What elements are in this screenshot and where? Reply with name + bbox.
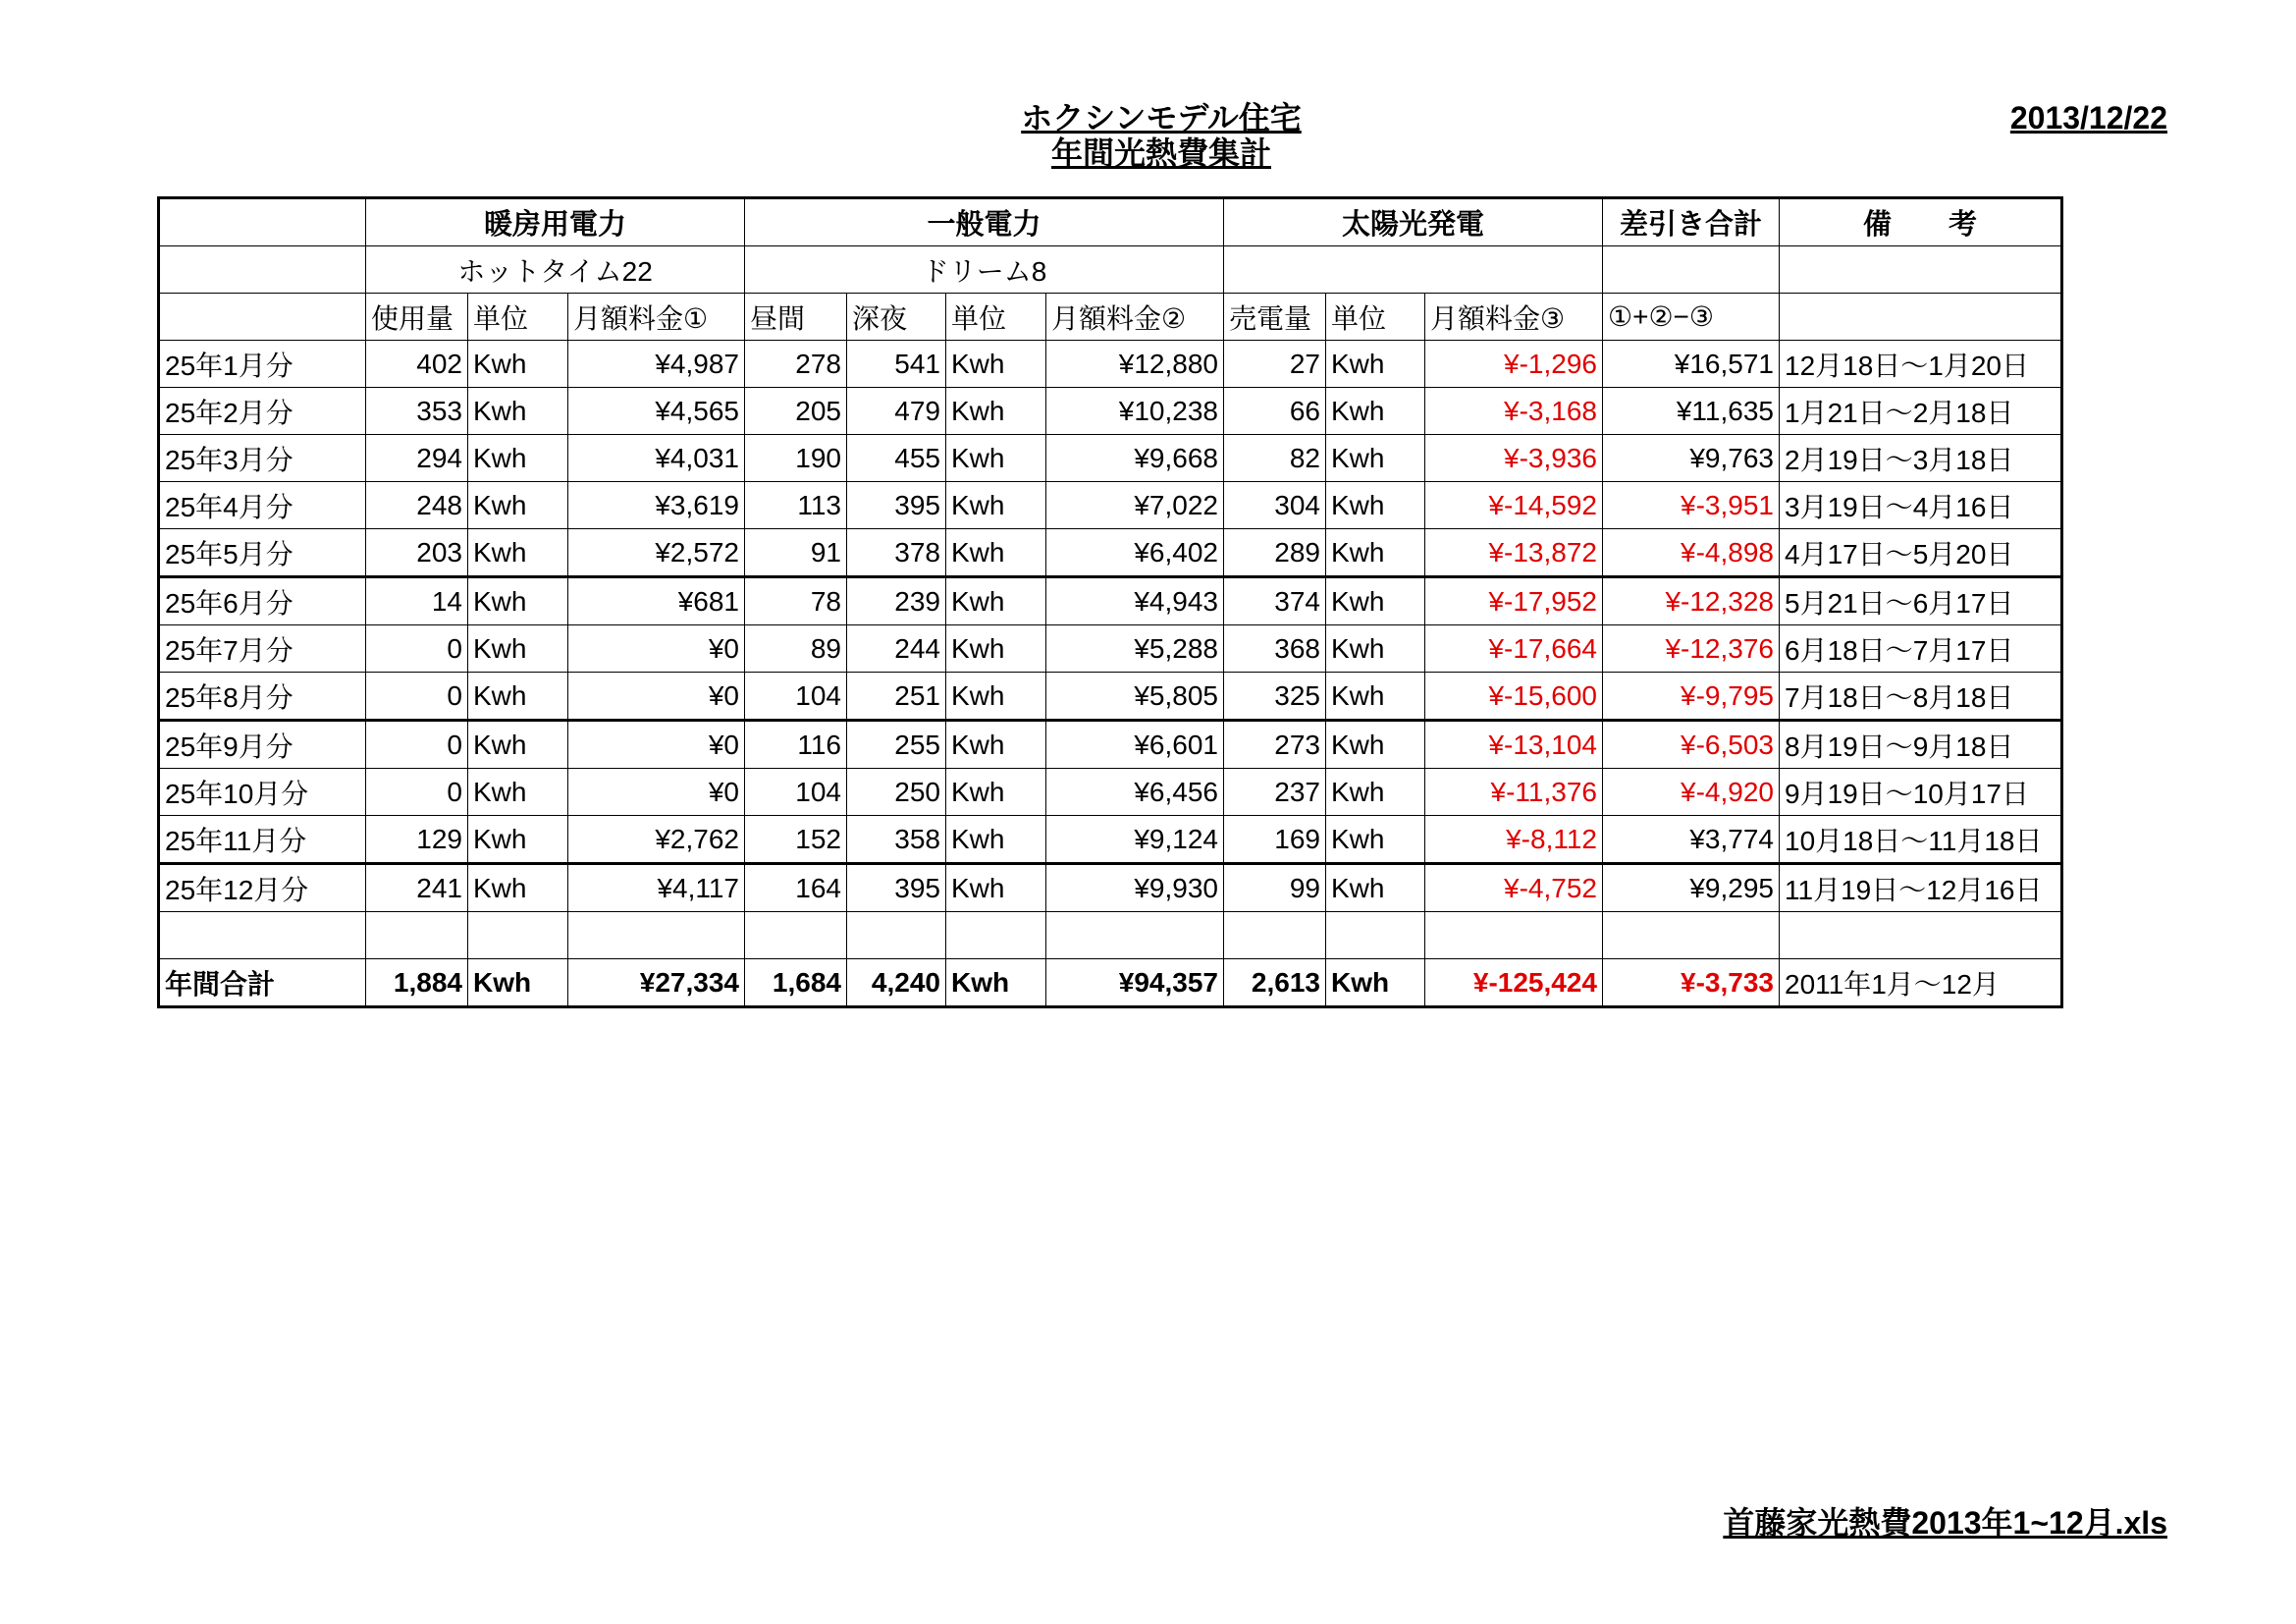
sold-power: 82: [1224, 435, 1326, 482]
night-usage: 455: [847, 435, 946, 482]
sold-power: 27: [1224, 341, 1326, 388]
night-usage: 4,240: [847, 959, 946, 1007]
sold-power: 237: [1224, 769, 1326, 816]
month-label: 25年6月分: [159, 577, 366, 625]
billing-period: 9月19日～10月17日: [1780, 769, 2062, 816]
month-label: 年間合計: [159, 959, 366, 1007]
daytime-usage: 104: [745, 673, 847, 721]
blank-cell: [1780, 246, 2062, 294]
column-header: 売電量: [1224, 294, 1326, 341]
heating-fee: ¥0: [568, 625, 745, 673]
blank-cell: [1780, 912, 2062, 959]
heating-usage: 0: [366, 625, 468, 673]
solar-fee: ¥-8,112: [1425, 816, 1603, 864]
heating-fee: ¥4,565: [568, 388, 745, 435]
blank-cell: [468, 912, 568, 959]
heating-fee: ¥2,572: [568, 529, 745, 577]
blank-cell: [1425, 912, 1603, 959]
solar-power-header: 太陽光発電: [1224, 198, 1603, 246]
column-header: 使用量: [366, 294, 468, 341]
net-total: ¥-3,951: [1603, 482, 1780, 529]
unit: Kwh: [946, 769, 1046, 816]
heating-usage: 0: [366, 673, 468, 721]
column-header: 単位: [946, 294, 1046, 341]
unit: Kwh: [1326, 721, 1425, 769]
net-total: ¥-6,503: [1603, 721, 1780, 769]
solar-fee: ¥-3,168: [1425, 388, 1603, 435]
unit: Kwh: [946, 529, 1046, 577]
billing-period: 5月21日～6月17日: [1780, 577, 2062, 625]
night-usage: 239: [847, 577, 946, 625]
heating-fee: ¥681: [568, 577, 745, 625]
report-title: ホクシンモデル住宅: [1021, 100, 1302, 135]
daytime-usage: 78: [745, 577, 847, 625]
net-total: ¥3,774: [1603, 816, 1780, 864]
unit: Kwh: [946, 577, 1046, 625]
net-total-header: 差引き合計: [1603, 198, 1780, 246]
unit: Kwh: [468, 673, 568, 721]
unit: Kwh: [468, 769, 568, 816]
solar-fee: ¥-3,936: [1425, 435, 1603, 482]
sold-power: 368: [1224, 625, 1326, 673]
night-usage: 378: [847, 529, 946, 577]
night-usage: 479: [847, 388, 946, 435]
blank-cell: [847, 912, 946, 959]
table-row: [159, 721, 2062, 769]
unit: Kwh: [1326, 816, 1425, 864]
table-row: [159, 529, 2062, 577]
table-row: [159, 435, 2062, 482]
month-label: 25年8月分: [159, 673, 366, 721]
unit: Kwh: [468, 959, 568, 1007]
sold-power: 325: [1224, 673, 1326, 721]
month-label: 25年3月分: [159, 435, 366, 482]
daytime-usage: 89: [745, 625, 847, 673]
general-fee: ¥10,238: [1046, 388, 1224, 435]
solar-fee: ¥-1,296: [1425, 341, 1603, 388]
heating-fee: ¥4,031: [568, 435, 745, 482]
heating-usage: 248: [366, 482, 468, 529]
unit: Kwh: [1326, 959, 1425, 1007]
table-row: [159, 625, 2062, 673]
night-usage: 395: [847, 864, 946, 912]
general-fee: ¥9,930: [1046, 864, 1224, 912]
table-row: [159, 864, 2062, 912]
unit: Kwh: [1326, 577, 1425, 625]
solar-fee: ¥-15,600: [1425, 673, 1603, 721]
heating-usage: 0: [366, 769, 468, 816]
net-total: ¥-12,376: [1603, 625, 1780, 673]
heating-usage: 1,884: [366, 959, 468, 1007]
daytime-usage: 164: [745, 864, 847, 912]
unit: Kwh: [1326, 529, 1425, 577]
table-row: [159, 816, 2062, 864]
general-plan-name: ドリーム8: [745, 246, 1224, 294]
total-row: [159, 959, 2062, 1007]
unit: Kwh: [946, 959, 1046, 1007]
daytime-usage: 190: [745, 435, 847, 482]
net-total: ¥-4,920: [1603, 769, 1780, 816]
month-label: 25年2月分: [159, 388, 366, 435]
general-power-header: 一般電力: [745, 198, 1224, 246]
month-label: 25年9月分: [159, 721, 366, 769]
table-row: [159, 673, 2062, 721]
unit: Kwh: [946, 482, 1046, 529]
report-date: 2013/12/22: [2009, 100, 2167, 135]
daytime-usage: 1,684: [745, 959, 847, 1007]
column-header: 深夜: [847, 294, 946, 341]
general-fee: ¥5,288: [1046, 625, 1224, 673]
unit: Kwh: [468, 816, 568, 864]
footer-filename: 首藤家光熱費2013年1~12月.xls: [1723, 1505, 2167, 1541]
header-plan-row: [159, 246, 2062, 294]
general-fee: ¥7,022: [1046, 482, 1224, 529]
solar-fee: ¥-13,104: [1425, 721, 1603, 769]
night-usage: 358: [847, 816, 946, 864]
blank-cell: [1326, 912, 1425, 959]
billing-period: 3月19日～4月16日: [1780, 482, 2062, 529]
heating-fee: ¥27,334: [568, 959, 745, 1007]
column-header: 単位: [1326, 294, 1425, 341]
billing-period: 8月19日～9月18日: [1780, 721, 2062, 769]
unit: Kwh: [946, 673, 1046, 721]
sold-power: 2,613: [1224, 959, 1326, 1007]
blank-cell: [1780, 294, 2062, 341]
empty-row: [159, 912, 2062, 959]
unit: Kwh: [946, 625, 1046, 673]
heating-fee: ¥4,117: [568, 864, 745, 912]
net-total: ¥-4,898: [1603, 529, 1780, 577]
general-fee: ¥6,456: [1046, 769, 1224, 816]
net-total: ¥11,635: [1603, 388, 1780, 435]
night-usage: 244: [847, 625, 946, 673]
night-usage: 395: [847, 482, 946, 529]
net-total: ¥-12,328: [1603, 577, 1780, 625]
month-label: 25年11月分: [159, 816, 366, 864]
sold-power: 66: [1224, 388, 1326, 435]
general-fee: ¥12,880: [1046, 341, 1224, 388]
blank-cell: [1224, 246, 1603, 294]
blank-cell: [1224, 912, 1326, 959]
net-total: ¥9,763: [1603, 435, 1780, 482]
daytime-usage: 116: [745, 721, 847, 769]
unit: Kwh: [946, 435, 1046, 482]
general-fee: ¥9,124: [1046, 816, 1224, 864]
month-label: 25年5月分: [159, 529, 366, 577]
month-label: 25年7月分: [159, 625, 366, 673]
billing-period: 4月17日～5月20日: [1780, 529, 2062, 577]
blank-cell: [745, 912, 847, 959]
unit: Kwh: [1326, 388, 1425, 435]
daytime-usage: 278: [745, 341, 847, 388]
general-fee: ¥94,357: [1046, 959, 1224, 1007]
sold-power: 99: [1224, 864, 1326, 912]
unit: Kwh: [468, 482, 568, 529]
blank-cell: [159, 246, 366, 294]
column-header: ①+②−③: [1603, 294, 1780, 341]
billing-period: 10月18日～11月18日: [1780, 816, 2062, 864]
general-fee: ¥6,601: [1046, 721, 1224, 769]
column-header: 月額料金③: [1425, 294, 1603, 341]
night-usage: 250: [847, 769, 946, 816]
unit: Kwh: [468, 625, 568, 673]
heating-fee: ¥0: [568, 673, 745, 721]
unit: Kwh: [946, 864, 1046, 912]
billing-period: 12月18日～1月20日: [1780, 341, 2062, 388]
column-header: 月額料金②: [1046, 294, 1224, 341]
blank-cell: [1603, 246, 1780, 294]
solar-fee: ¥-13,872: [1425, 529, 1603, 577]
blank-cell: [159, 912, 366, 959]
unit: Kwh: [468, 721, 568, 769]
heating-usage: 353: [366, 388, 468, 435]
solar-fee: ¥-14,592: [1425, 482, 1603, 529]
annual-utility-table: [157, 196, 2063, 1008]
table-row: [159, 577, 2062, 625]
billing-period: 1月21日～2月18日: [1780, 388, 2062, 435]
heating-usage: 402: [366, 341, 468, 388]
column-header-row: [159, 294, 2062, 341]
unit: Kwh: [468, 435, 568, 482]
daytime-usage: 113: [745, 482, 847, 529]
unit: Kwh: [946, 816, 1046, 864]
heating-usage: 129: [366, 816, 468, 864]
daytime-usage: 91: [745, 529, 847, 577]
heating-plan-name: ホットタイム22: [366, 246, 745, 294]
net-total: ¥16,571: [1603, 341, 1780, 388]
report-subtitle: 年間光熱費集計: [1050, 135, 1271, 171]
net-total: ¥-9,795: [1603, 673, 1780, 721]
heating-usage: 203: [366, 529, 468, 577]
unit: Kwh: [1326, 769, 1425, 816]
net-total: ¥9,295: [1603, 864, 1780, 912]
solar-fee: ¥-11,376: [1425, 769, 1603, 816]
unit: Kwh: [1326, 435, 1425, 482]
heating-usage: 0: [366, 721, 468, 769]
notes-header: 備 考: [1780, 198, 2062, 246]
heating-usage: 14: [366, 577, 468, 625]
unit: Kwh: [468, 577, 568, 625]
net-total: ¥-3,733: [1603, 959, 1780, 1007]
unit: Kwh: [1326, 673, 1425, 721]
heating-fee: ¥0: [568, 721, 745, 769]
daytime-usage: 205: [745, 388, 847, 435]
blank-cell: [366, 912, 468, 959]
blank-cell: [1046, 912, 1224, 959]
sold-power: 374: [1224, 577, 1326, 625]
unit: Kwh: [468, 864, 568, 912]
billing-period: 6月18日～7月17日: [1780, 625, 2062, 673]
month-label: 25年12月分: [159, 864, 366, 912]
billing-period: 2011年1月～12月: [1780, 959, 2062, 1007]
column-header: 単位: [468, 294, 568, 341]
unit: Kwh: [468, 341, 568, 388]
solar-fee: ¥-17,952: [1425, 577, 1603, 625]
column-header: 月額料金①: [568, 294, 745, 341]
unit: Kwh: [1326, 482, 1425, 529]
header-group-row: [159, 198, 2062, 246]
billing-period: 11月19日～12月16日: [1780, 864, 2062, 912]
general-fee: ¥5,805: [1046, 673, 1224, 721]
daytime-usage: 152: [745, 816, 847, 864]
general-fee: ¥4,943: [1046, 577, 1224, 625]
heating-fee: ¥2,762: [568, 816, 745, 864]
blank-cell: [1603, 912, 1780, 959]
unit: Kwh: [946, 341, 1046, 388]
blank-cell: [946, 912, 1046, 959]
blank-cell: [159, 294, 366, 341]
sold-power: 304: [1224, 482, 1326, 529]
daytime-usage: 104: [745, 769, 847, 816]
blank-cell: [568, 912, 745, 959]
unit: Kwh: [946, 721, 1046, 769]
table-row: [159, 769, 2062, 816]
unit: Kwh: [946, 388, 1046, 435]
month-label: 25年4月分: [159, 482, 366, 529]
unit: Kwh: [1326, 341, 1425, 388]
table-row: [159, 388, 2062, 435]
billing-period: 7月18日～8月18日: [1780, 673, 2062, 721]
night-usage: 251: [847, 673, 946, 721]
sold-power: 289: [1224, 529, 1326, 577]
unit: Kwh: [1326, 625, 1425, 673]
unit: Kwh: [468, 529, 568, 577]
unit: Kwh: [1326, 864, 1425, 912]
solar-fee: ¥-4,752: [1425, 864, 1603, 912]
month-label: 25年1月分: [159, 341, 366, 388]
table-row: [159, 482, 2062, 529]
heating-power-header: 暖房用電力: [366, 198, 745, 246]
solar-fee: ¥-17,664: [1425, 625, 1603, 673]
heating-fee: ¥3,619: [568, 482, 745, 529]
heating-usage: 241: [366, 864, 468, 912]
billing-period: 2月19日～3月18日: [1780, 435, 2062, 482]
blank-cell: [159, 198, 366, 246]
sold-power: 169: [1224, 816, 1326, 864]
month-label: 25年10月分: [159, 769, 366, 816]
solar-fee: ¥-125,424: [1425, 959, 1603, 1007]
night-usage: 255: [847, 721, 946, 769]
heating-fee: ¥0: [568, 769, 745, 816]
night-usage: 541: [847, 341, 946, 388]
heating-fee: ¥4,987: [568, 341, 745, 388]
sold-power: 273: [1224, 721, 1326, 769]
general-fee: ¥6,402: [1046, 529, 1224, 577]
heating-usage: 294: [366, 435, 468, 482]
unit: Kwh: [468, 388, 568, 435]
table-row: [159, 341, 2062, 388]
column-header: 昼間: [745, 294, 847, 341]
general-fee: ¥9,668: [1046, 435, 1224, 482]
